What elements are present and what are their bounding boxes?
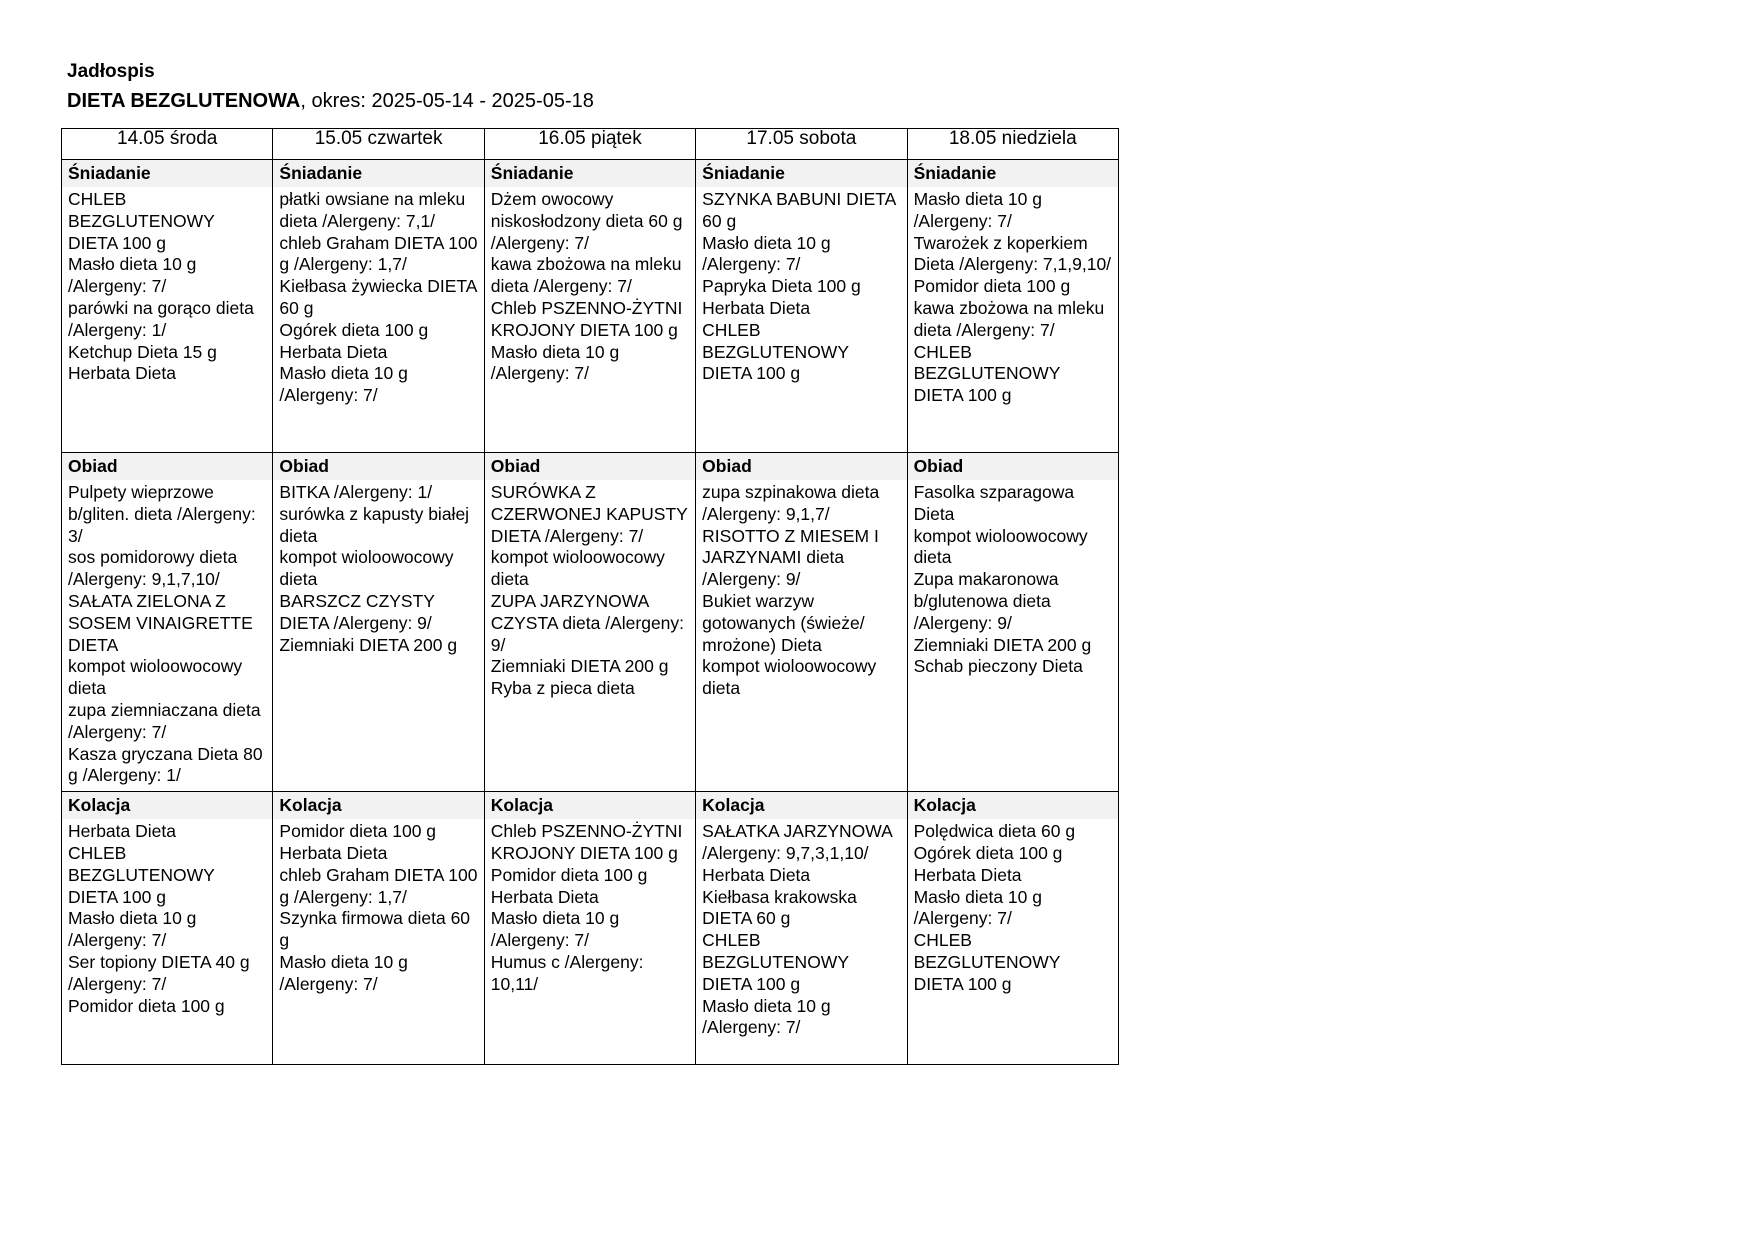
lunch-cell [484,453,695,792]
meal-items: SAŁATKA JARZYNOWA /Alergeny: 9,7,3,1,10/ Herbata Dieta Kiełbasa krakowska DIETA 60 g CHLEB BEZGLUTENOWY DIETA 100 g Masło dieta 10 g /Alergeny: 7/ [702,821,892,1038]
day-header: 17.05 sobota [696,129,907,160]
supper-cell [696,792,907,1065]
meal-items: Pomidor dieta 100 g Herbata Dieta chleb Graham DIETA 100 g /Alergeny: 1,7/ Szynka firmowa dieta 60 g Masło dieta 10 g /Alergeny: 7/ [279,821,478,994]
breakfast-cell [62,160,273,453]
lunch-cell [62,453,273,792]
period-text: , okres: 2025-05-14 - 2025-05-18 [300,90,594,112]
meal-label-supper: Kolacja [273,792,483,819]
meal-items: SZYNKA BABUNI DIETA 60 g Masło dieta 10 g /Alergeny: 7/ Papryka Dieta 100 g Herbata Dieta CHLEB BEZGLUTENOWY DIETA 100 g [702,189,896,384]
meal-label-breakfast: Śniadanie [696,160,906,187]
meal-label-lunch: Obiad [273,453,483,480]
page-title: Jadłospis [67,61,155,82]
meal-items: Pulpety wieprzowe b/gliten. dieta /Alergeny: 3/ sos pomidorowy dieta /Alergeny: 9,1,7,10/ SAŁATA ZIELONA Z SOSEM VINAIGRETTE DIETA kompot wioloowocowy dieta zupa ziemniaczana dieta /Alergeny: 7/ Kasza gryczana Dieta 80 g /Alergeny: 1/ [68,482,263,786]
meal-label-lunch: Obiad [696,453,906,480]
meal-items: BITKA /Alergeny: 1/ surówka z kapusty białej dieta kompot wioloowocowy dieta BARSZCZ CZYSTY DIETA /Alergeny: 9/ Ziemniaki DIETA 200 g [279,482,470,655]
meal-label-lunch: Obiad [62,453,272,480]
supper-cell [273,792,484,1065]
day-header: 18.05 niedziela [907,129,1118,160]
day-header-row [62,129,1119,160]
meal-items: Masło dieta 10 g /Alergeny: 7/ Twarożek z koperkiem Dieta /Alergeny: 7,1,9,10/ Pomidor dieta 100 g kawa zbożowa na mleku dieta /Alergeny: 7/ CHLEB BEZGLUTENOWY DIETA 100 g [913,189,1112,406]
breakfast-cell [696,160,907,453]
day-header: 14.05 środa [62,129,273,160]
meal-label-breakfast: Śniadanie [908,160,1118,187]
meal-label-supper: Kolacja [62,792,272,819]
supper-cell [484,792,695,1065]
lunch-row [62,453,1119,792]
lunch-cell [273,453,484,792]
breakfast-cell [484,160,695,453]
day-header: 15.05 czwartek [273,129,484,160]
menu-table [61,128,1119,1065]
lunch-cell [907,453,1118,792]
meal-label-breakfast: Śniadanie [485,160,695,187]
supper-cell [62,792,273,1065]
lunch-cell [696,453,907,792]
breakfast-cell [273,160,484,453]
breakfast-cell [907,160,1118,453]
meal-label-lunch: Obiad [485,453,695,480]
meal-label-breakfast: Śniadanie [62,160,272,187]
meal-items: płatki owsiane na mleku dieta /Alergeny: 7,1/ chleb Graham DIETA 100 g /Alergeny: 1,7/ Kiełbasa żywiecka DIETA 60 g Ogórek dieta 100 g Herbata Dieta Masło dieta 10 g /Alergeny: 7/ [279,189,478,406]
meal-label-supper: Kolacja [908,792,1118,819]
meal-label-lunch: Obiad [908,453,1118,480]
meal-items: SURÓWKA Z CZERWONEJ KAPUSTY DIETA /Alergeny: 7/ kompot wioloowocowy dieta ZUPA JARZYNOWA CZYSTA dieta /Alergeny: 9/ Ziemniaki DIETA 200 g Ryba z pieca dieta [490,482,688,699]
supper-cell [907,792,1118,1065]
meal-label-supper: Kolacja [696,792,906,819]
meal-label-supper: Kolacja [485,792,695,819]
meal-items: Herbata Dieta CHLEB BEZGLUTENOWY DIETA 100 g Masło dieta 10 g /Alergeny: 7/ Ser topiony DIETA 40 g /Alergeny: 7/ Pomidor dieta 100 g [68,821,250,1016]
day-header: 16.05 piątek [484,129,695,160]
meal-items: Chleb PSZENNO-ŻYTNI KROJONY DIETA 100 g Pomidor dieta 100 g Herbata Dieta Masło dieta 10 g /Alergeny: 7/ Humus c /Alergeny: 10,11/ [490,821,683,994]
diet-period-line [67,89,594,113]
diet-name: DIETA BEZGLUTENOWA [67,90,301,112]
meal-items: Fasolka szparagowa Dieta kompot wioloowocowy dieta Zupa makaronowa b/glutenowa dieta /Alergeny: 9/ Ziemniaki DIETA 200 g Schab pieczony Dieta [913,482,1092,677]
meal-items: Polędwica dieta 60 g Ogórek dieta 100 g Herbata Dieta Masło dieta 10 g /Alergeny: 7/ CHLEB BEZGLUTENOWY DIETA 100 g [913,821,1076,994]
meal-items: CHLEB BEZGLUTENOWY DIETA 100 g Masło dieta 10 g /Alergeny: 7/ parówki na gorąco dieta /Alergeny: 1/ Ketchup Dieta 15 g Herbata Dieta [68,189,254,384]
meal-items: Dżem owocowy niskosłodzony dieta 60 g /Alergeny: 7/ kawa zbożowa na mleku dieta /Alergeny: 7/ Chleb PSZENNO-ŻYTNI KROJONY DIETA 100 g Masło dieta 10 g /Alergeny: 7/ [490,189,683,384]
breakfast-row [62,160,1119,453]
meal-label-breakfast: Śniadanie [273,160,483,187]
supper-row [62,792,1119,1065]
meal-items: zupa szpinakowa dieta /Alergeny: 9,1,7/ RISOTTO Z MIESEM I JARZYNAMI dieta /Alergeny: 9/ Bukiet warzyw gotowanych (świeże/ mrożone) Dieta kompot wioloowocowy dieta [702,482,880,699]
